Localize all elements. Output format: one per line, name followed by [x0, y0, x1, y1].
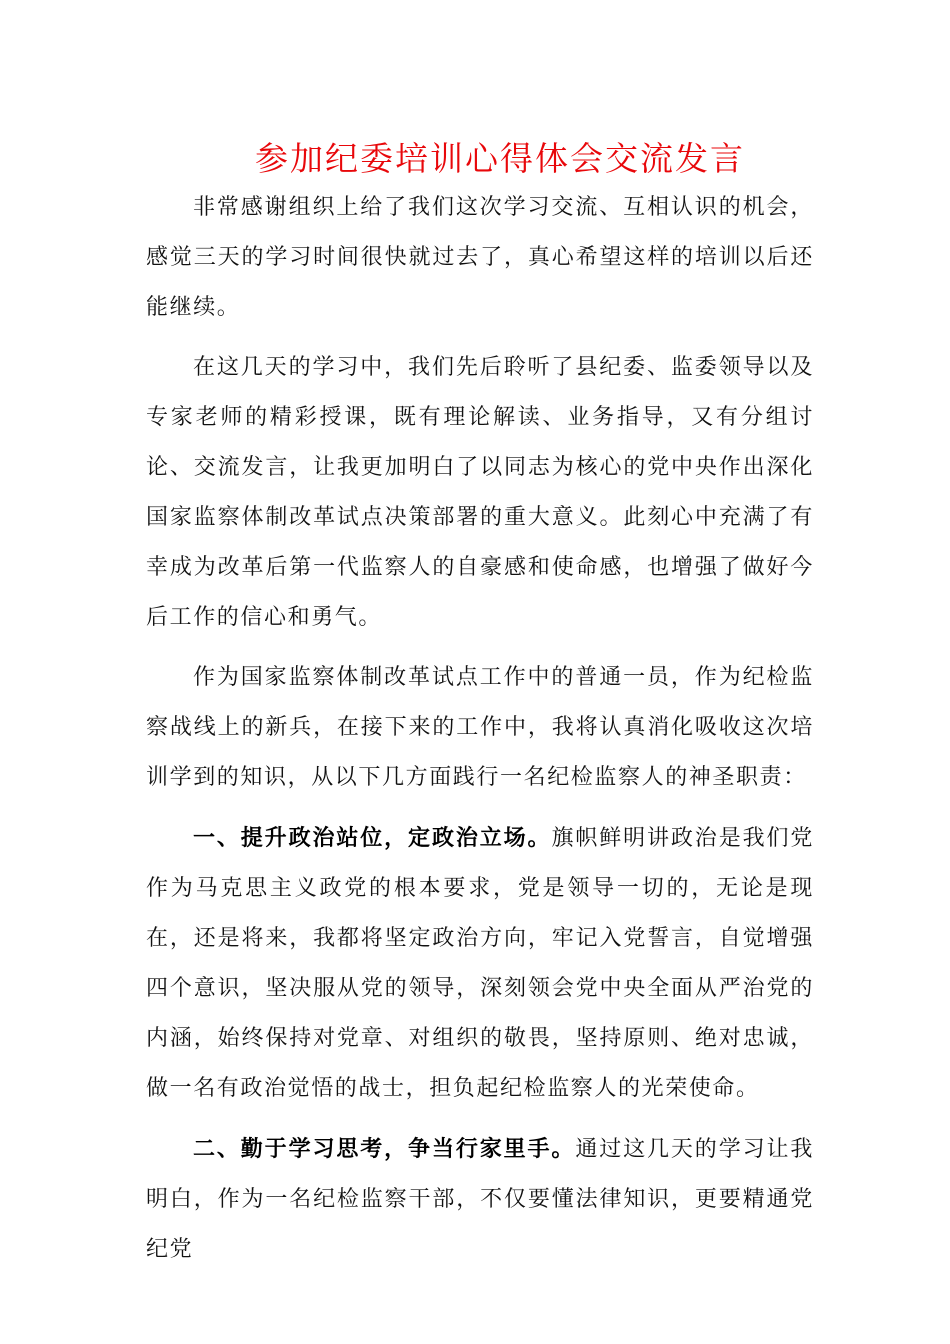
paragraph-text: 作为国家监察体制改革试点工作中的普通一员，作为纪检监察战线上的新兵，在接下来的工作中，我将认真消化吸收这次培训学到的知识，从以下几方面践行一名纪检监察人的神圣职责： [146, 665, 814, 790]
paragraph-1 [146, 183, 814, 333]
paragraph-text: 通过这几天的学习让我明白，作为一名纪检监察干部，不仅要懂法律知识，更要精通党纪党 [146, 1137, 814, 1262]
paragraph-3 [146, 653, 814, 803]
paragraph-5 [146, 1124, 814, 1275]
section-heading-2: 二、勤于学习思考，争当行家里手。 [193, 1136, 576, 1162]
document-title: 参加纪委培训心得体会交流发言 [255, 139, 745, 178]
paragraph-2 [146, 343, 814, 643]
paragraph-text: 非常感谢组织上给了我们这次学习交流、互相认识的机会，感觉三天的学习时间很快就过去了，真心希望这样的培训以后还能继续。 [146, 195, 814, 320]
paragraph-text: 旗帜鲜明讲政治是我们党作为马克思主义政党的根本要求，党是领导一切的，无论是现在，还是将来，我都将坚定政治方向，牢记入党誓言，自觉增强四个意识，坚决服从党的领导，深刻领会党中央全面从严治党的内涵，始终保持对党章、对组织的敬畏，坚持原则、绝对忠诚，做一名有政治觉悟的战士，担负起纪检监察人的光荣使命。 [146, 826, 814, 1101]
paragraph-4 [146, 813, 814, 1114]
paragraph-text: 在这几天的学习中，我们先后聆听了县纪委、监委领导以及专家老师的精彩授课，既有理论解读、业务指导，又有分组讨论、交流发言，让我更加明白了以同志为核心的党中央作出深化国家监察体制改革试点决策部署的重大意义。此刻心中充满了有幸成为改革后第一代监察人的自豪感和使命感，也增强了做好今后工作的信心和勇气。 [146, 355, 814, 630]
document-body [146, 183, 814, 1275]
section-heading-1: 一、提升政治站位，定政治立场。 [193, 825, 552, 851]
